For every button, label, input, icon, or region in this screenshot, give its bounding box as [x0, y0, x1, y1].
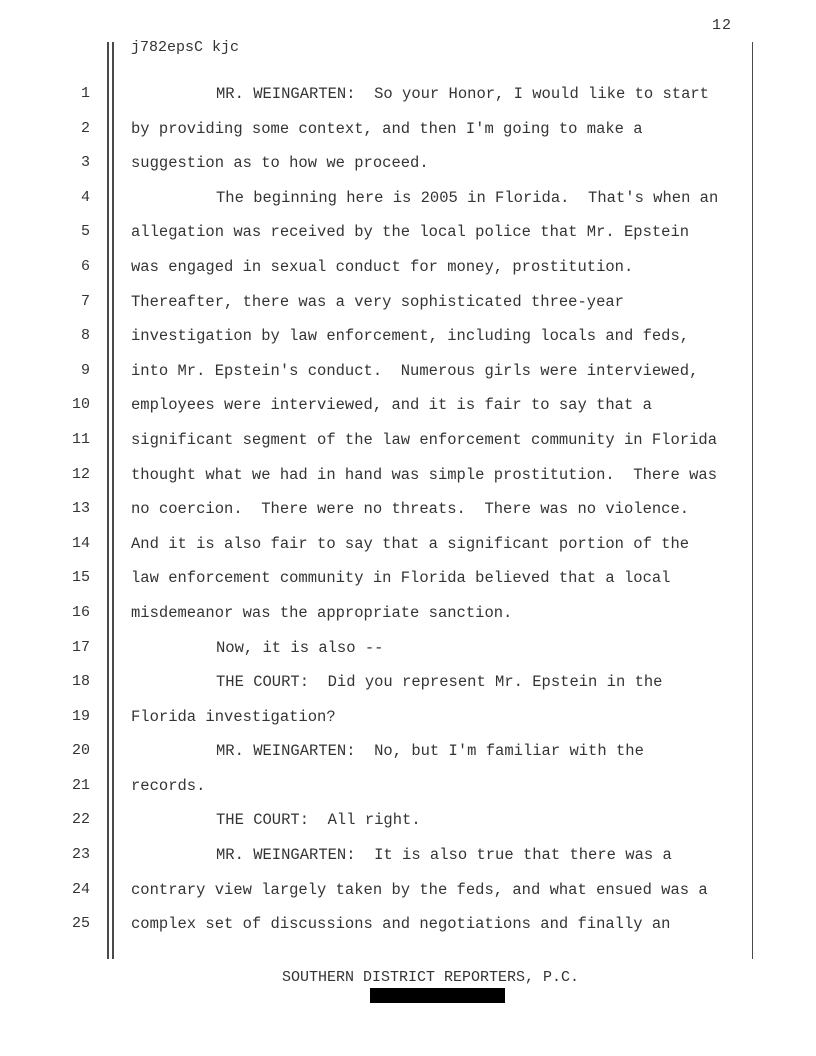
transcript-line: [0, 734, 752, 769]
transcript-line: [0, 873, 752, 908]
transcript-line: [0, 665, 752, 700]
line-text: no coercion. There were no threats. There was no violence.: [131, 500, 690, 519]
line-number: 20: [71, 742, 90, 760]
line-number: 13: [71, 500, 90, 518]
line-number: 17: [71, 638, 90, 656]
transcript-line: [0, 77, 752, 112]
line-text: law enforcement community in Florida believed that a local: [131, 569, 671, 588]
transcript-line: [0, 769, 752, 804]
line-text: by providing some context, and then I'm going to make a: [131, 119, 643, 138]
transcript-line: [0, 146, 752, 181]
line-text: complex set of discussions and negotiations and finally an: [131, 915, 671, 934]
line-number: 3: [80, 154, 90, 172]
transcript-line: [0, 215, 752, 250]
line-text: into Mr. Epstein's conduct. Numerous girls were interviewed,: [131, 361, 699, 380]
line-text: thought what we had in hand was simple prostitution. There was: [131, 465, 717, 484]
line-text: significant segment of the law enforcement community in Florida: [131, 430, 717, 449]
line-text: misdemeanor was the appropriate sanction.: [131, 603, 513, 622]
line-text: Thereafter, there was a very sophisticated three-year: [131, 292, 624, 311]
transcript-line: [0, 181, 752, 216]
line-number: 4: [80, 188, 90, 206]
transcript-line: [0, 631, 752, 666]
line-number: 10: [71, 396, 90, 414]
transcript-line: [0, 285, 752, 320]
line-text: MR. WEINGARTEN: No, but I'm familiar with the: [216, 742, 644, 761]
page-number: 12: [712, 17, 733, 34]
line-number: 24: [71, 880, 90, 898]
line-number: 8: [80, 327, 90, 345]
line-text: employees were interviewed, and it is fair to say that a: [131, 396, 652, 415]
transcript-line: [0, 700, 752, 735]
line-text: The beginning here is 2005 in Florida. That's when an: [216, 188, 719, 207]
line-number: 6: [80, 257, 90, 275]
redaction-bar: [370, 988, 505, 1003]
line-number: 16: [71, 603, 90, 621]
line-number: 5: [80, 223, 90, 241]
line-number: 11: [71, 430, 90, 448]
transcript-line: [0, 388, 752, 423]
transcript-line: [0, 492, 752, 527]
transcript-line: [0, 527, 752, 562]
line-text: records.: [131, 776, 206, 795]
transcript-line: [0, 596, 752, 631]
line-text: THE COURT: Did you represent Mr. Epstein in the: [216, 673, 663, 692]
line-text: was engaged in sexual conduct for money, prostitution.: [131, 257, 634, 276]
reporter-footer: SOUTHERN DISTRICT REPORTERS, P.C.: [281, 969, 580, 986]
line-number: 9: [80, 361, 90, 379]
line-number: 18: [71, 673, 90, 691]
line-number: 1: [80, 85, 90, 102]
transcript-line: [0, 423, 752, 458]
line-number: 12: [71, 465, 90, 483]
line-text: suggestion as to how we proceed.: [131, 154, 429, 173]
transcript-line: [0, 458, 752, 493]
line-number: 7: [80, 292, 90, 310]
line-text: contrary view largely taken by the feds, and what ensued was a: [131, 880, 708, 899]
line-number: 25: [71, 915, 90, 933]
line-text: And it is also fair to say that a significant portion of the: [131, 534, 690, 553]
line-text: MR. WEINGARTEN: It is also true that there was a: [216, 846, 672, 865]
transcript-line: [0, 319, 752, 354]
line-number: 19: [71, 707, 90, 725]
transcript-line: [0, 803, 752, 838]
transcript-line: [0, 112, 752, 147]
line-number: 22: [71, 811, 90, 829]
transcript-line: [0, 561, 752, 596]
transcript-line: [0, 907, 752, 942]
line-text: THE COURT: All right.: [216, 811, 421, 830]
line-number: 14: [71, 534, 90, 552]
line-text: allegation was received by the local police that Mr. Epstein: [131, 223, 690, 242]
transcript-lines: [0, 77, 752, 942]
line-number: 15: [71, 569, 90, 587]
line-number: 23: [71, 846, 90, 864]
line-number: 2: [80, 119, 90, 137]
transcript-line: [0, 250, 752, 285]
line-number: 21: [71, 776, 90, 794]
line-text: Florida investigation?: [131, 707, 336, 726]
transcript-header-label: j782epsC kjc: [131, 39, 240, 56]
right-margin-rule: [752, 42, 753, 959]
line-text: MR. WEINGARTEN: So your Honor, I would like to start: [216, 85, 709, 103]
transcript-line: [0, 354, 752, 389]
line-text: investigation by law enforcement, including locals and feds,: [131, 327, 690, 346]
line-text: Now, it is also --: [216, 638, 384, 657]
transcript-line: [0, 838, 752, 873]
